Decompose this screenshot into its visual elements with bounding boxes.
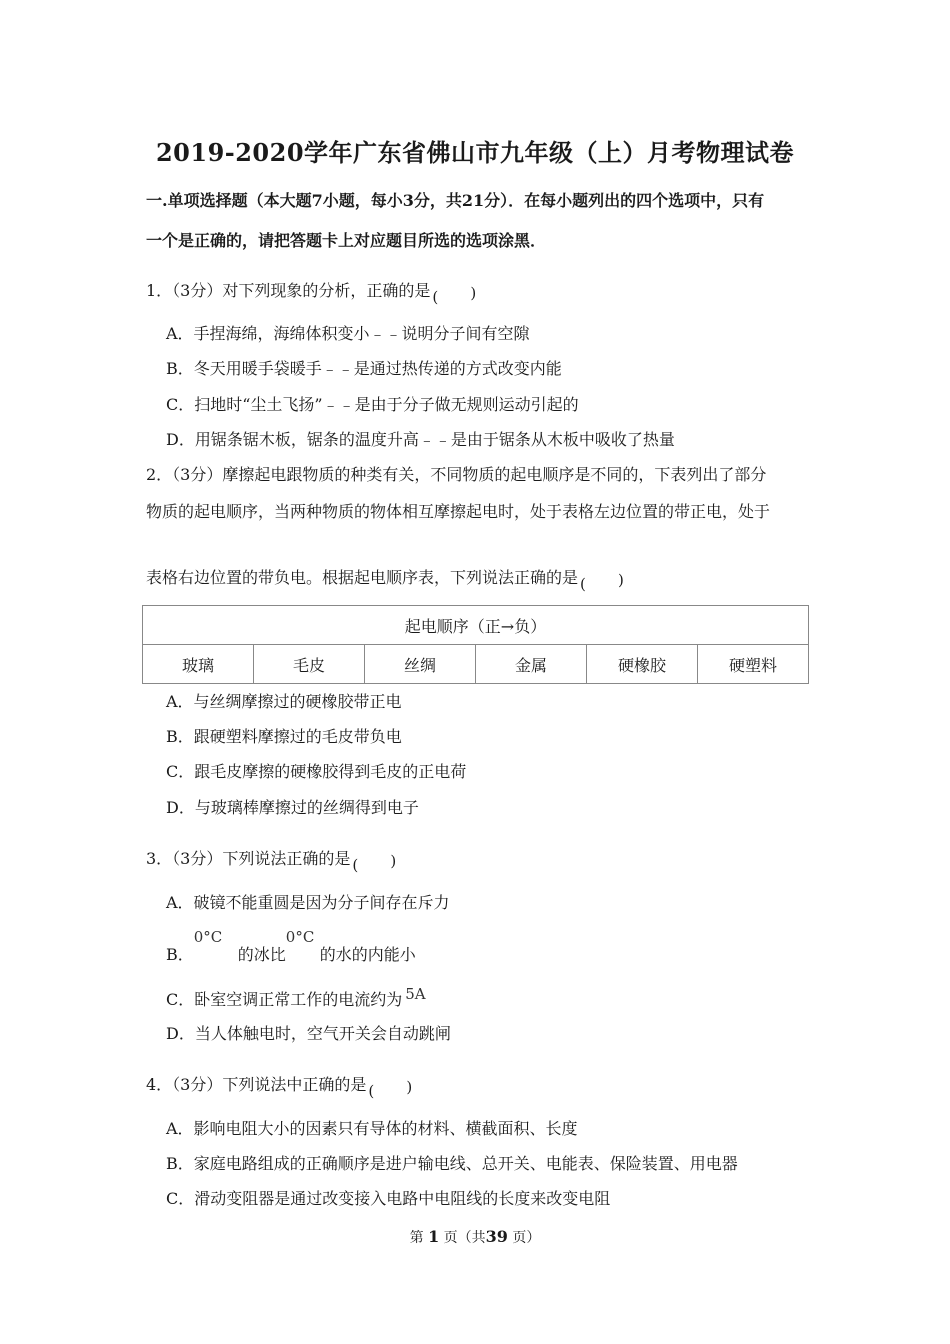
question-2-option-b: B．跟硬塑料摩擦过的毛皮带负电 bbox=[166, 727, 402, 746]
question-1-option-b: B．冬天用暖手袋暖手﹣﹣是通过热传递的方式改变内能 bbox=[166, 359, 562, 378]
table-header: 起电顺序（正→负） bbox=[143, 606, 809, 645]
table-cell: 丝绸 bbox=[365, 645, 476, 684]
question-1-text: 1．（3分）对下列现象的分析，正确的是 bbox=[146, 281, 431, 300]
table-cell: 毛皮 bbox=[254, 645, 365, 684]
table-row bbox=[143, 645, 809, 684]
question-3-option-c: C．卧室空调正常工作的电流约为 5A bbox=[166, 985, 426, 1009]
question-4-stem: 4．（3分）下列说法中正确的是 ( ) bbox=[146, 1075, 413, 1100]
question-2-text: 表格右边位置的带负电。根据起电顺序表，下列说法正确的是 bbox=[146, 568, 579, 587]
question-3-text: 3．（3分）下列说法正确的是 bbox=[146, 849, 351, 868]
table-header-row bbox=[143, 606, 809, 645]
question-3-option-d: D．当人体触电时，空气开关会自动跳闸 bbox=[166, 1024, 451, 1043]
section-instruction-line-1: 一.单项选择题（本大题7小题，每小3分，共21分）．在每小题列出的四个选项中，只有 bbox=[146, 191, 765, 210]
table-cell: 金属 bbox=[476, 645, 587, 684]
question-1-option-c: C．扫地时“尘土飞扬”﹣﹣是由于分子做无规则运动引起的 bbox=[166, 395, 579, 414]
question-2-line-3: 表格右边位置的带负电。根据起电顺序表，下列说法正确的是 ( ) bbox=[146, 568, 624, 593]
question-4-option-a: A．影响电阻大小的因素只有导体的材料、横截面积、长度 bbox=[166, 1119, 578, 1138]
question-3-option-a: A．破镜不能重圆是因为分子间存在斥力 bbox=[166, 893, 450, 912]
page-number: 1 bbox=[428, 1227, 440, 1246]
temperature-value: 0°C bbox=[285, 928, 315, 946]
question-4-text: 4．（3分）下列说法中正确的是 bbox=[146, 1075, 367, 1094]
current-value: 5A bbox=[405, 985, 426, 1003]
question-2-line-2: 物质的起电顺序，当两种物质的物体相互摩擦起电时，处于表格左边位置的带正电，处于 bbox=[146, 502, 771, 521]
temperature-value: 0°C bbox=[193, 928, 223, 946]
question-2-line-1: 2．（3分）摩擦起电跟物质的种类有关，不同物质的起电顺序是不同的，下表列出了部分 bbox=[146, 465, 767, 484]
total-pages: 39 bbox=[485, 1227, 508, 1246]
question-4-option-c: C．滑动变阻器是通过改变接入电路中电阻线的长度来改变电阻 bbox=[166, 1189, 611, 1208]
question-1-option-d: D．用锯条锯木板，锯条的温度升高﹣﹣是由于锯条从木板中吸收了热量 bbox=[166, 430, 675, 449]
table-cell: 玻璃 bbox=[143, 645, 254, 684]
question-2-option-d: D．与玻璃棒摩擦过的丝绸得到电子 bbox=[166, 798, 419, 817]
question-1-stem: 1．（3分）对下列现象的分析，正确的是 ( ) bbox=[146, 281, 477, 306]
question-4-option-b: B．家庭电路组成的正确顺序是进户输电线、总开关、电能表、保险装置、用电器 bbox=[166, 1154, 738, 1173]
page-footer: 第 1 页（共39 页） bbox=[409, 1227, 541, 1246]
question-2-option-a: A．与丝绸摩擦过的硬橡胶带正电 bbox=[166, 692, 402, 711]
table-cell: 硬橡胶 bbox=[587, 645, 698, 684]
question-1-option-a: A．手捏海绵，海绵体积变小﹣﹣说明分子间有空隙 bbox=[166, 324, 530, 343]
table-cell: 硬塑料 bbox=[698, 645, 809, 684]
question-3-option-b: B． 0°C 的冰比 0°C 的水的内能小 bbox=[166, 928, 416, 964]
section-instruction-line-2: 一个是正确的，请把答题卡上对应题目所选的选项涂黑． bbox=[146, 231, 547, 250]
question-2-option-c: C．跟毛皮摩擦的硬橡胶得到毛皮的正电荷 bbox=[166, 762, 467, 781]
charging-order-table bbox=[142, 605, 809, 684]
question-3-stem: 3．（3分）下列说法正确的是 ( ) bbox=[146, 849, 397, 874]
page-title: 2019-2020学年广东省佛山市九年级（上）月考物理试卷 bbox=[155, 138, 795, 167]
